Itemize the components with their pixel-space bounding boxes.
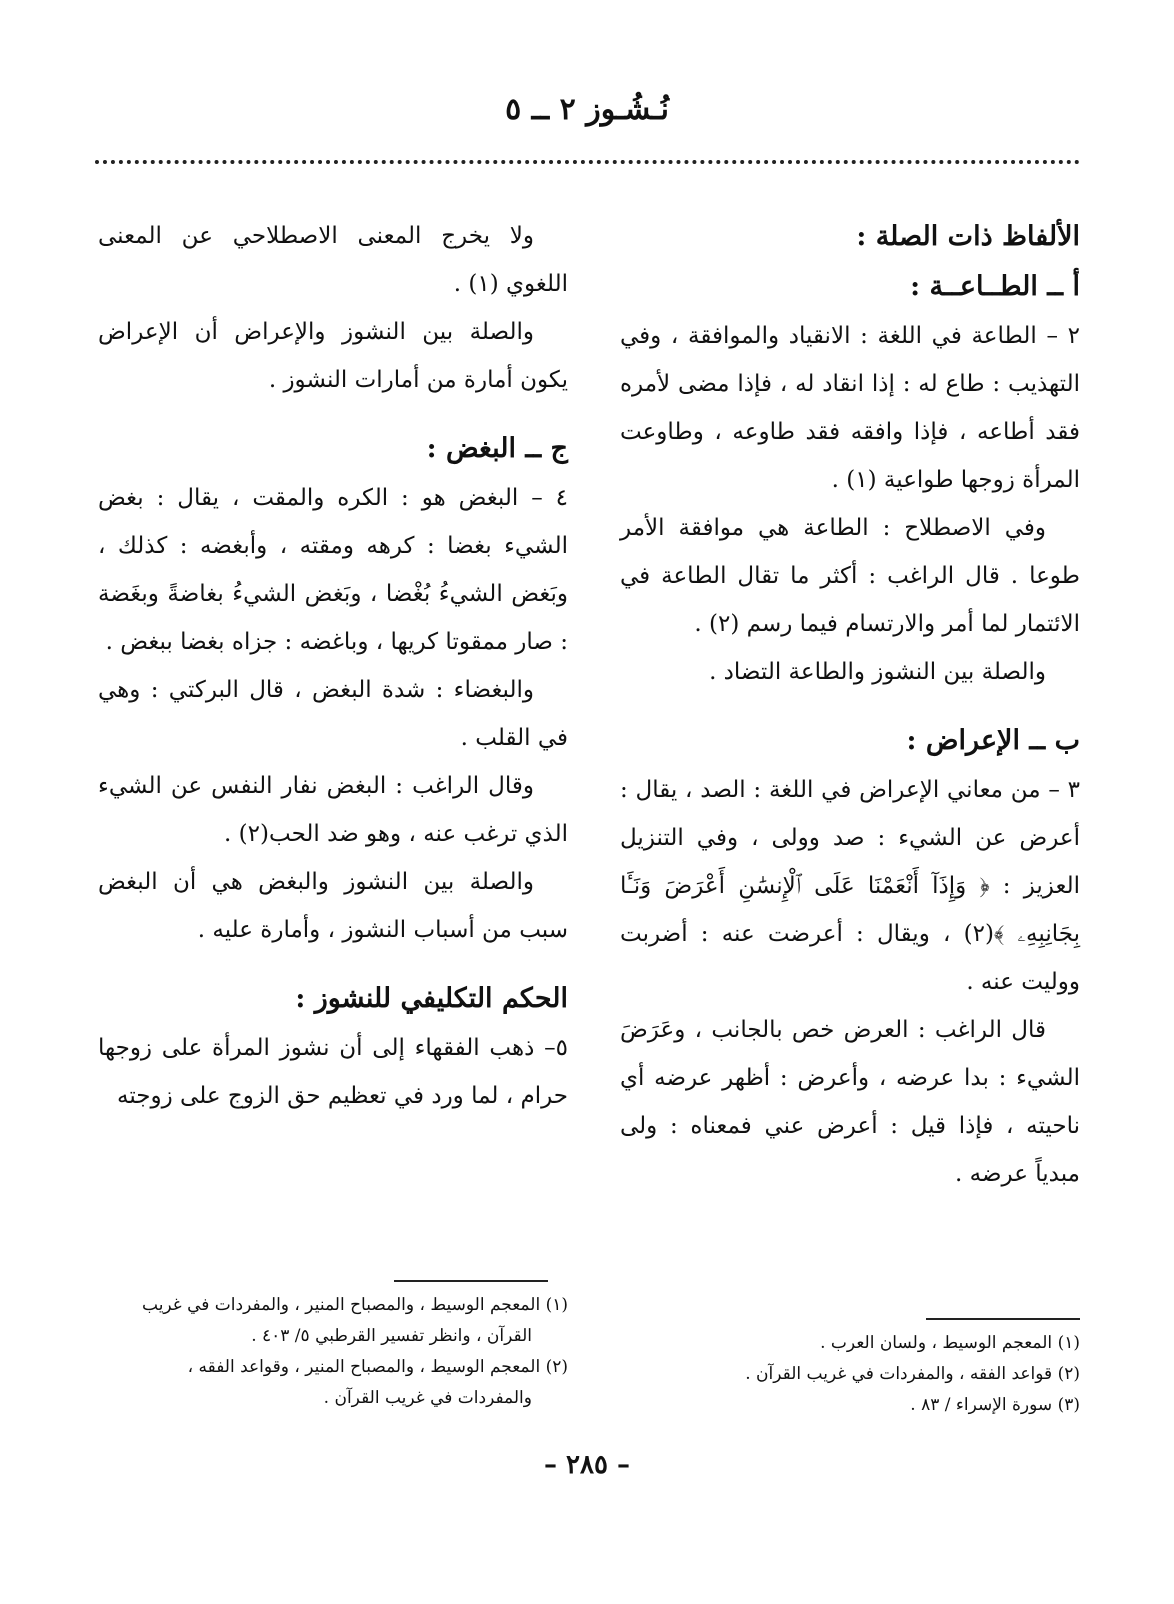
paragraph-obedience-language: ٢ – الطاعة في اللغة : الانقياد والموافقة ، وفي التهذيب : طاع له : إذا انقاد له ، فإذا مضى لأمره فقد أطاعه ، فإذا وافقه فقد طاوعه ، وطاوعت المرأة زوجها طواعية (١) . — [620, 323, 1080, 493]
paragraph-turning-away-raghib: قال الراغب : العرض خص بالجانب ، وعَرَضَ الشيء : بدا عرضه ، وأعرض : أظهر عرضه أي ناحيته ، فإذا قيل : أعرض عني فمعناه : ولى مبدياً عرضه . — [620, 1017, 1080, 1187]
footnotes-left — [98, 1290, 568, 1414]
paragraph-hatred-raghib: وقال الراغب : البغض نفار النفس عن الشيء الذي ترغب عنه ، وهو ضد الحب(٢) . — [98, 773, 568, 847]
paragraph-ruling: ٥– ذهب الفقهاء إلى أن نشوز المرأة على زوجها حرام ، لما ورد في تعظيم حق الزوج على زوجته — [98, 1035, 568, 1109]
paragraph-hatred-relation: والصلة بين النشوز والبغض هي أن البغض سبب من أسباب النشوز ، وأمارة عليه . — [98, 869, 568, 943]
paragraph-hatred-definition: ٤ – البغض هو : الكره والمقت ، يقال : بغض الشيء بغضا : كرهه ومقته ، وأبغضه : كذلك ، وبَغض الشيءُ بُغْضا ، وبَغض الشيءُ بغاضةً وبغَضة : صار ممقوتا كريها ، وباغضه : جزاه بغضا ببغض . — [98, 485, 568, 655]
page-number: – ٢٨٥ – — [543, 1450, 631, 1480]
section-heading-ruling: الحكم التكليفي للنشوز : — [295, 983, 568, 1014]
header-divider — [95, 160, 1080, 164]
subheading-obedience: أ ــ الطــاعــة : — [910, 271, 1080, 302]
right-column — [620, 212, 1080, 1198]
footnote-item: (٣) سورة الإسراء / ٨٣ . — [910, 1395, 1080, 1415]
paragraph-obedience-term: وفي الاصطلاح : الطاعة هي موافقة الأمر طوعا . قال الراغب : أكثر ما تقال الطاعة في الائتمار لما أمر والارتسام فيما رسم (٢) . — [620, 515, 1080, 637]
footnote-item-continuation: والمفردات في غريب القرآن . — [323, 1388, 532, 1408]
footnote-rule-right — [926, 1318, 1080, 1320]
paragraph-hatred-intensity: والبغضاء : شدة البغض ، قال البركتي : وهي في القلب . — [98, 677, 568, 751]
running-header: نُـشُـوز ٢ ــ ٥ — [505, 92, 669, 127]
paragraph-turning-away-language: ٣ – من معاني الإعراض في اللغة : الصد ، يقال : أعرض عن الشيء : صد وولى ، وفي التنزيل العزيز : ﴿ وَإِذَآ أَنْعَمْنَا عَلَى ٱلْإِنسَٰنِ أَعْرَضَ وَنَـَٔا بِجَانِبِهِۦ ﴾(٢) ، ويقال : أعرضت عنه : أضربت ووليت عنه . — [620, 777, 1080, 995]
left-column — [98, 212, 568, 1120]
section-heading-related-terms: الألفاظ ذات الصلة : — [856, 221, 1080, 252]
paragraph-obedience-relation: والصلة بين النشوز والطاعة التضاد . — [709, 659, 1046, 685]
footnotes-right — [620, 1328, 1080, 1421]
footnote-item: (٢) المعجم الوسيط ، والمصباح المنير ، وقواعد الفقه ، — [187, 1357, 568, 1377]
footnote-item: (١) المعجم الوسيط ، ولسان العرب . — [820, 1333, 1080, 1353]
footnote-item: (١) المعجم الوسيط ، والمصباح المنير ، والمفردات في غريب — [142, 1295, 568, 1315]
paragraph-turning-away-relation: والصلة بين النشوز والإعراض أن الإعراض يكون أمارة من أمارات النشوز . — [98, 319, 568, 393]
subheading-hatred: ج ــ البغض : — [426, 433, 568, 464]
footnote-item: (٢) قواعد الفقه ، والمفردات في غريب القرآن . — [745, 1364, 1080, 1384]
subheading-turning-away: ب ــ الإعراض : — [906, 725, 1080, 756]
footnote-item-continuation: القرآن ، وانظر تفسير القرطبي ٥/ ٤٠٣ . — [251, 1326, 532, 1346]
paragraph-term-meaning: ولا يخرج المعنى الاصطلاحي عن المعنى اللغوي (١) . — [98, 223, 568, 297]
footnote-rule-left — [394, 1280, 548, 1282]
